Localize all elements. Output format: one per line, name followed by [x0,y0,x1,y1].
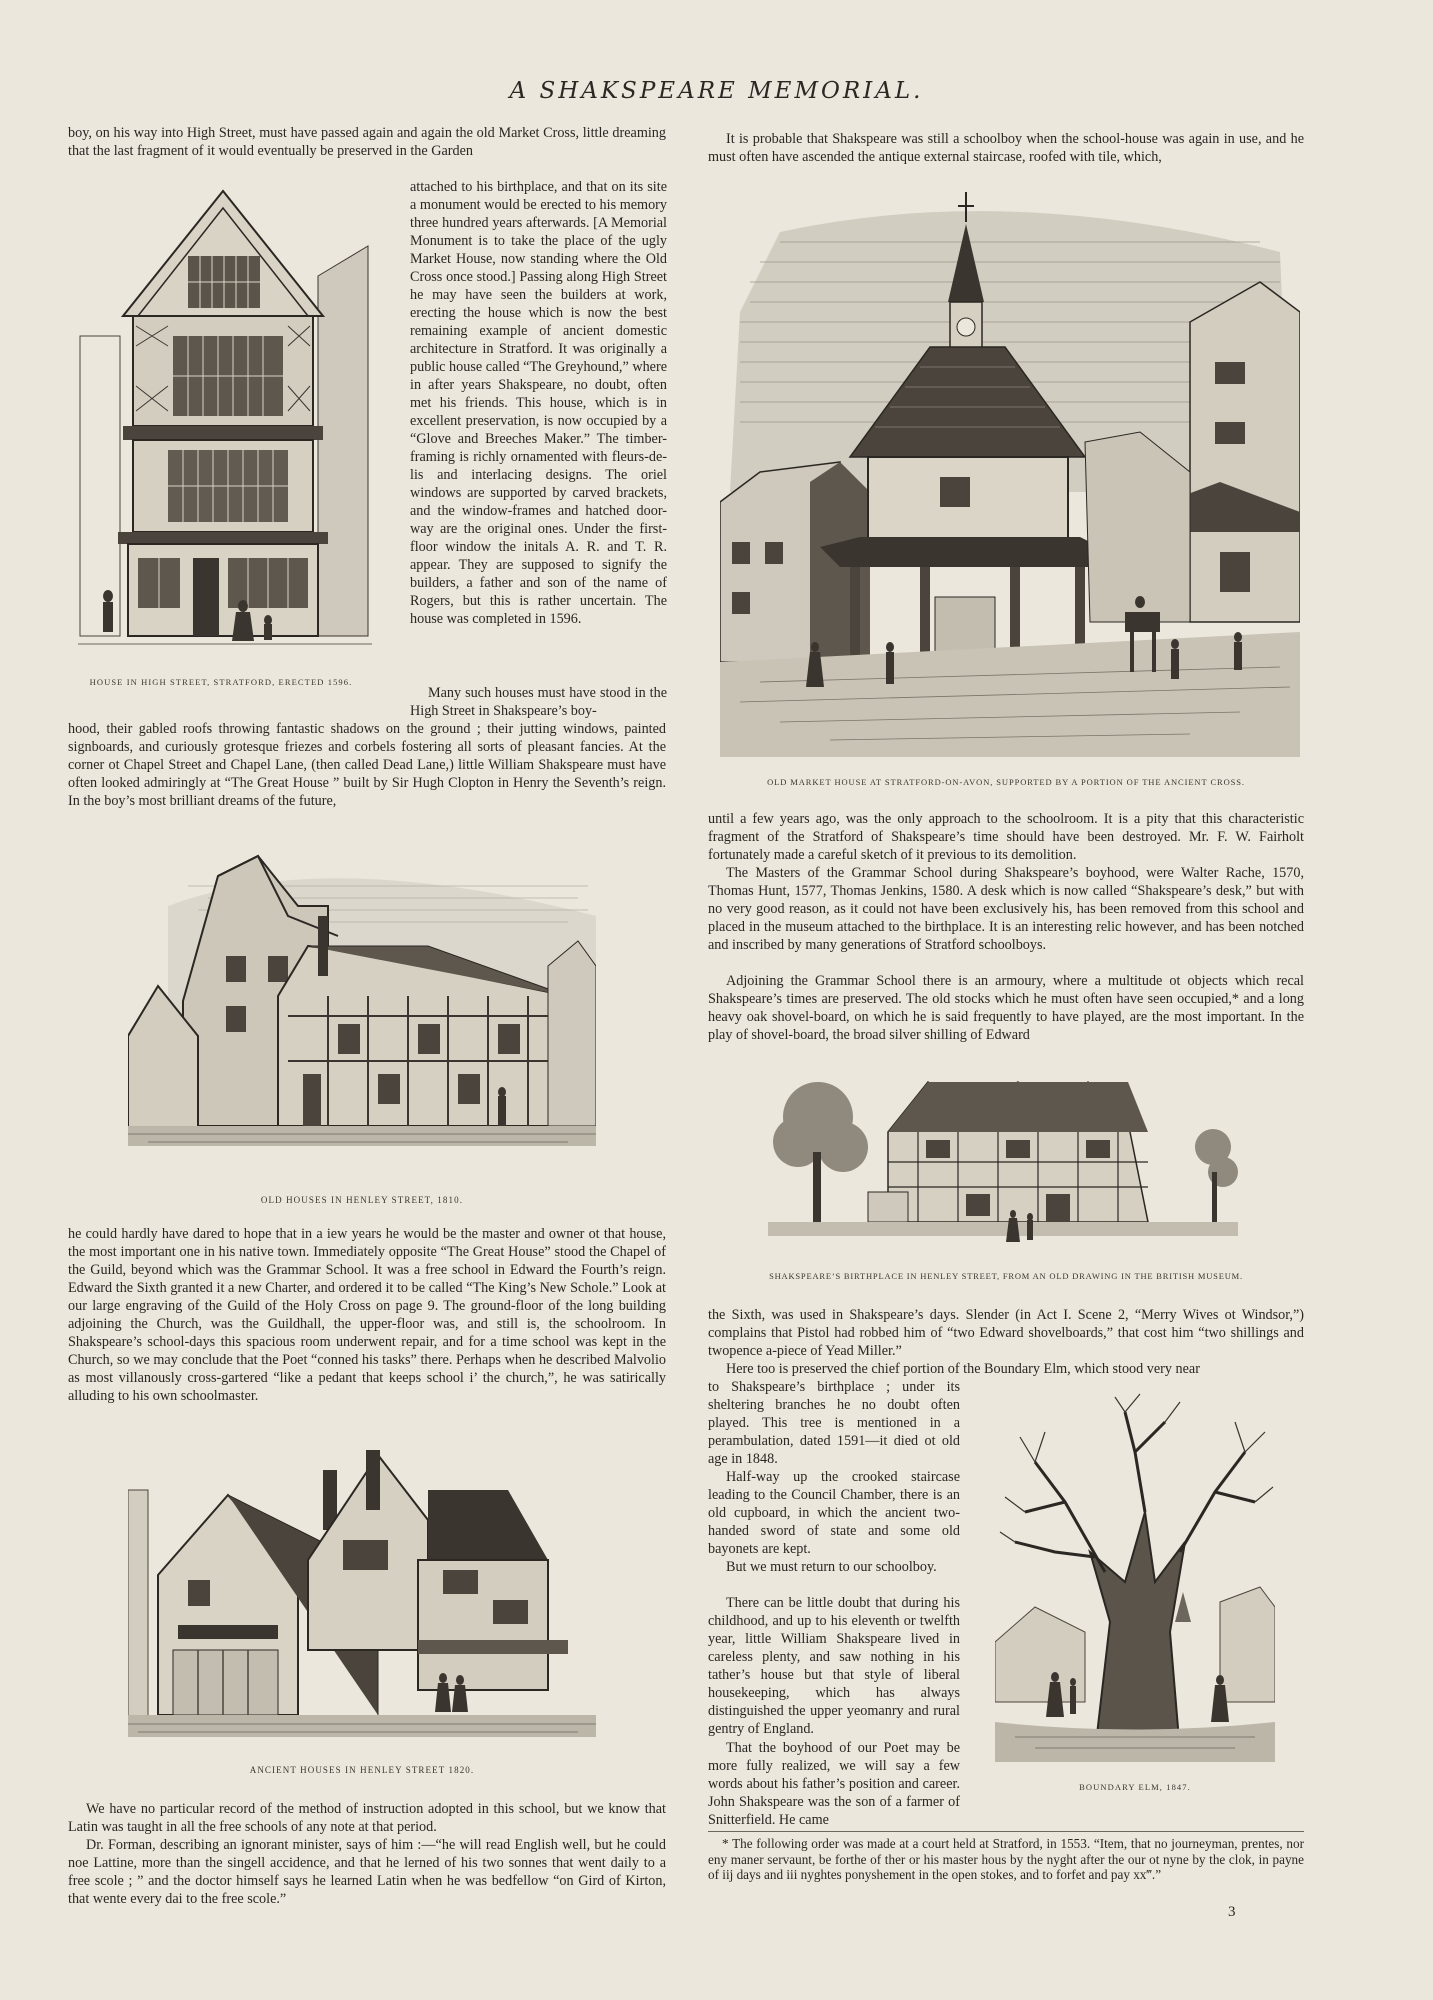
right-para6-full: Here too is preserved the chief portion of the Boundary Elm, which stood very near [726,1361,1200,1377]
birthplace-engraving [768,1062,1238,1262]
right-para8: But we must return to our schoolboy. [726,1559,937,1575]
right-para6-side: to Shakspeare’s birthplace ; under its sheltering branches he no doubt often played. This tree is mentioned in a perambulation, dated 1591—it died ot old age in 1848. [708,1379,960,1467]
left-intro-side: attached to his birthplace, and that on its site a monument would be erected to his memory three hundred years afterwards. [A Memorial Monument is to take the place of the ugly Market House, now standing where the Old Cross once stood.] Passing along High Street he may have seen the builders at work, erecting the house which is now the best remaining example of ancient domestic architecture in Stratford. It was originally a public house called “The Greyhound,” where in after years Shakspeare, no doubt, often met his friends. This house, which is in excellent preservation, is now occupied by a “Glove and Breeches Maker.” The timber-framing is richly ornamented with fleurs-de-lis and interlacing designs. The oriel windows are supported by carved brackets, and the window-frames and hatched door-way are the original ones. Under the first-floor window the initals A. R. and T. R. appear. They are supposed to signify the builders, a father and son of the name of Rogers, but this is rather uncertain. The house was completed in 1596. [410,179,667,627]
henley-street-1810-engraving [128,846,596,1176]
right-para10: That the boyhood of our Poet may be more fully realized, we will say a few words about his father’s position and career. John Shakspeare was the son of a farmer of Snitterfield. He came [708,1740,960,1828]
right-para2: until a few years ago, was the only approach to the schoolroom. It is a pity that this characteristic fragment of the Stratford of Shakspeare’s time should have been destroyed. Mr. F. W. Fairholt fortunately made a careful sketch of it previous to its demolition. [708,811,1304,863]
left-para2-rest: hood, their gabled roofs throwing fantastic shadows on the ground ; their jutting windows, painted signboards, and curiously grotesque friezes and corbels fostering all sorts of pleasant fancies. At the corner ot Chapel Street and Chapel Lane, (then called Dead Lane,) little William Shakspeare must have often looked admiringly at “The Great House ” built by Sir Hugh Clopton in Henry the Seventh’s reign. In the boy’s most brilliant dreams of the future, [68,721,666,809]
left-side-para2: Many such houses must have stood in the High Street in Shakspeare’s boy- [410,685,667,719]
market-caption: OLD MARKET HOUSE AT STRATFORD-ON-AVON, SUPPORTED BY A PORTION OF THE ANCIENT CROSS. [767,777,1245,787]
house-caption: HOUSE IN HIGH STREET, STRATFORD, ERECTED 1596. [89,677,353,687]
left-para3: he could hardly have dared to hope that in a iew years he would be the master and owner ot that house, the most important one in his native town. Immediately opposite “The Great House” stood the Chapel of the Guild, beyond which was the Grammar School. It was a free school in Edward the Fourth’s reign. Edward the Sixth granted it a new Charter, and ordered it to be called “The King’s New Schole.” Look at our large engraving of the Guild of the Holy Cross on page 9. The ground-floor of the long building adjoining the Church, was the Guildhall, the upper-floor was, and still is, the schoolroom. In Shakspeare’s school-days this spacious room underwent repair, and for a time school was kept in the Church, so we may conclude that the Poet “conned his tasks” there. Perhaps when he described Malvolio as most villanously cross-gartered “like a pedant that keeps school i’ the church,”, he was satirically alluding to his own schoolmaster. [68,1226,666,1404]
footnote-rule [708,1831,1304,1832]
birthplace-caption: SHAKSPEARE’S BIRTHPLACE IN HENLEY STREET, FROM AN OLD DRAWING IN THE BRITISH MUSEUM. [769,1271,1243,1281]
footnote: * The following order was made at a court held at Stratford, in 1553. “Item, that no journeyman, prentes, nor eny maner servaunt, be forthe of ther or his master hous by the nyght after the our ot nyne by the clok, in payne of iij days and iii nyghtes ponyshement in the open stokes, and to forfet and pay xx‴.” [708,1836,1304,1882]
henley-1810-caption: OLD HOUSES IN HENLEY STREET, 1810. [260,1195,464,1205]
boundary-elm-engraving [995,1392,1275,1772]
page-number: 3 [1228,1904,1236,1920]
left-para4: We have no particular record of the method of instruction adopted in this school, but we know that Latin was taught in all the free schools of any note at that period. [68,1801,666,1835]
right-para7: Half-way up the crooked staircase leading to the Council Chamber, there is an old cupboard, in which the ancient two-handed sword of state and some old bayonets are kept. [708,1469,960,1557]
right-para5: the Sixth, was used in Shakspeare’s days. Slender (in Act I. Scene 2, “Merry Wives ot Windsor,”) complains that Pistol had robbed him of “two Edward shovelboards,” that cost him “two shillings and twopence a-piece of Yead Miller.” [708,1307,1304,1359]
right-para1: It is probable that Shakspeare was still a schoolboy when the school-house was again in use, and he must often have ascended the antique external staircase, roofed with tile, which, [708,131,1304,165]
market-house-engraving [720,192,1300,757]
right-para9: There can be little doubt that during his childhood, and up to his eleventh or twelfth year, little William Shakspeare lived in careless plenty, and saw nothing in his tather’s house but that style of liberal housekeeping, which has always distinguished the upper yeomanry and rural gentry of England. [708,1595,960,1737]
right-para4: Adjoining the Grammar School there is an armoury, where a multitude ot objects which recal Shakspeare’s times are preserved. The old stocks which he must often have seen occupied,* and a long heavy oak shovel-board, on which he is said frequently to have played, are the most important. In the play of shovel-board, the broad silver shilling of Edward [708,973,1304,1043]
page-title: A SHAKSPEARE MEMORIAL. [509,78,924,104]
left-intro-full: boy, on his way into High Street, must have passed again and again the old Market Cross, little dreaming that the last fragment of it would eventually be preserved in the Garden [68,125,666,159]
right-para3: The Masters of the Grammar School during Shakspeare’s boyhood, were Walter Rache, 1570, Thomas Hunt, 1577, Thomas Jenkins, 1580. A desk which is now called “Shakspeare’s desk,” but with no very good reason, as it could not have been exclusively his, has been removed from this school and placed in the museum attached to the birthplace. It is an interesting relic however, and has been notched and inscribed by many generations of Stratford schoolboys. [708,865,1304,953]
elm-caption: BOUNDARY ELM, 1847. [1079,1782,1191,1792]
henley-street-1820-engraving [128,1450,596,1760]
left-para5: Dr. Forman, describing an ignorant minister, says of him :—“he will read English well, but he could noe Lattine, more than the singell accidence, and that he lerned of his two sonnes that went daily to a free scole ; ” and the doctor himself says he learned Latin when he was bedfellow “on Gird of Kirton, that wente every dai to the free scole.” [68,1837,666,1907]
house-high-street-engraving [78,186,372,656]
henley-1820-caption: ANCIENT HOUSES IN HENLEY STREET 1820. [249,1765,475,1775]
